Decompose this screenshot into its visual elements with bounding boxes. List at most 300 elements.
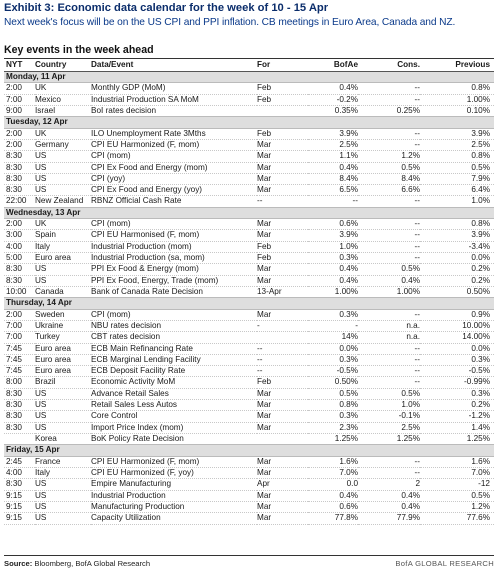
cell-consensus: 8.4% [358, 173, 420, 184]
table-row [4, 173, 494, 184]
cell-consensus: -- [358, 354, 420, 365]
cell-for: Mar [257, 400, 308, 411]
cell-bofae: 14% [308, 332, 358, 343]
source-text: Bloomberg, BofA Global Research [34, 559, 151, 568]
table-row [4, 185, 494, 196]
cell-bofae: 7.0% [308, 467, 358, 478]
cell-time: 7:45 [4, 354, 35, 365]
cell-time: 8:30 [4, 185, 35, 196]
header-row [4, 59, 494, 72]
cell-consensus: 1.0% [358, 400, 420, 411]
cell-consensus: 0.5% [358, 264, 420, 275]
table-row [4, 151, 494, 162]
cell-event: Empire Manufacturing [91, 479, 257, 490]
cell-for: Apr [257, 479, 308, 490]
cell-consensus: -- [358, 196, 420, 207]
cell-event: CPI EU Harmonised (F, mom) [91, 230, 257, 241]
cell-previous: -0.99% [420, 377, 494, 388]
cell-for [257, 332, 308, 343]
cell-time [4, 434, 35, 445]
cell-previous: 2.5% [420, 139, 494, 150]
cell-bofae: 0.6% [308, 501, 358, 512]
cell-consensus: -- [358, 219, 420, 230]
cell-bofae: 1.0% [308, 241, 358, 252]
cell-previous: 14.00% [420, 332, 494, 343]
cell-time: 4:00 [4, 241, 35, 252]
cell-consensus: -- [358, 128, 420, 139]
cell-country: Euro area [35, 343, 91, 354]
cell-previous: 7.9% [420, 173, 494, 184]
exhibit-title: Exhibit 3: Economic data calendar for the week of 10 - 15 Apr [4, 2, 329, 14]
cell-event: Monthly GDP (MoM) [91, 83, 257, 94]
cell-event: Industrial Production [91, 490, 257, 501]
cell-previous: -3.4% [420, 241, 494, 252]
col-header-time: NYT [4, 59, 35, 72]
cell-previous: 0.3% [420, 388, 494, 399]
cell-consensus: -- [358, 83, 420, 94]
table-row [4, 513, 494, 524]
cell-country: Italy [35, 241, 91, 252]
cell-event: Bank of Canada Rate Decision [91, 286, 257, 297]
table-row [4, 400, 494, 411]
cell-for: Feb [257, 241, 308, 252]
cell-event: RBNZ Official Cash Rate [91, 196, 257, 207]
cell-bofae: 0.8% [308, 400, 358, 411]
cell-country: UK [35, 219, 91, 230]
table-row [4, 196, 494, 207]
cell-for: Mar [257, 388, 308, 399]
cell-bofae: 1.1% [308, 151, 358, 162]
cell-time: 7:45 [4, 343, 35, 354]
cell-country: Canada [35, 286, 91, 297]
cell-time: 8:00 [4, 377, 35, 388]
cell-time: 8:30 [4, 173, 35, 184]
cell-event: Import Price Index (mom) [91, 422, 257, 433]
cell-for: -- [257, 354, 308, 365]
cell-previous: 0.2% [420, 275, 494, 286]
table-row [4, 94, 494, 105]
cell-time: 9:15 [4, 501, 35, 512]
cell-previous: -1.2% [420, 411, 494, 422]
col-header-previous: Previous [420, 59, 494, 72]
cell-country: US [35, 264, 91, 275]
cell-consensus: -- [358, 241, 420, 252]
cell-event: BoI rates decision [91, 105, 257, 116]
cell-bofae: -0.2% [308, 94, 358, 105]
cell-country: Euro area [35, 253, 91, 264]
cell-consensus: -- [358, 230, 420, 241]
table-row [4, 139, 494, 150]
cell-bofae: 0.50% [308, 377, 358, 388]
cell-for: -- [257, 196, 308, 207]
cell-consensus: -- [358, 253, 420, 264]
cell-bofae: 0.4% [308, 264, 358, 275]
cell-bofae: 1.00% [308, 286, 358, 297]
cell-time: 2:45 [4, 456, 35, 467]
col-header-event: Data/Event [91, 59, 257, 72]
cell-consensus: 1.25% [358, 434, 420, 445]
cell-previous: 0.5% [420, 490, 494, 501]
cell-time: 8:30 [4, 411, 35, 422]
cell-time: 2:00 [4, 309, 35, 320]
brand-label: BofA GLOBAL RESEARCH [395, 559, 494, 568]
cell-consensus: -- [358, 456, 420, 467]
cell-consensus: n.a. [358, 320, 420, 331]
cell-event: Manufacturing Production [91, 501, 257, 512]
cell-time: 8:30 [4, 151, 35, 162]
cell-for: - [257, 320, 308, 331]
cell-consensus: 2.5% [358, 422, 420, 433]
cell-bofae: 77.8% [308, 513, 358, 524]
cell-for: Mar [257, 275, 308, 286]
cell-for: Feb [257, 253, 308, 264]
day-header-row [4, 72, 494, 83]
cell-for: Feb [257, 94, 308, 105]
cell-bofae: -- [308, 196, 358, 207]
cell-bofae: 0.5% [308, 388, 358, 399]
cell-consensus: -0.1% [358, 411, 420, 422]
cell-time: 2:00 [4, 83, 35, 94]
cell-previous: 0.8% [420, 219, 494, 230]
cell-event: CPI Ex Food and Energy (mom) [91, 162, 257, 173]
cell-consensus: 0.5% [358, 162, 420, 173]
cell-consensus: 77.9% [358, 513, 420, 524]
cell-for: Mar [257, 456, 308, 467]
cell-time: 8:30 [4, 275, 35, 286]
cell-time: 7:00 [4, 320, 35, 331]
cell-country: US [35, 479, 91, 490]
cell-event: CPI EU Harmonized (F, yoy) [91, 467, 257, 478]
table-row [4, 354, 494, 365]
table-row [4, 456, 494, 467]
calendar-table [4, 59, 494, 525]
cell-previous: 0.9% [420, 309, 494, 320]
cell-bofae: 0.3% [308, 354, 358, 365]
cell-bofae: 0.4% [308, 162, 358, 173]
table-row [4, 128, 494, 139]
cell-time: 8:30 [4, 264, 35, 275]
cell-previous: 10.00% [420, 320, 494, 331]
source-label: Source: [4, 559, 33, 568]
cell-consensus: 2 [358, 479, 420, 490]
cell-bofae: 3.9% [308, 128, 358, 139]
cell-time: 5:00 [4, 253, 35, 264]
cell-country: Mexico [35, 94, 91, 105]
cell-consensus: 0.25% [358, 105, 420, 116]
table-row [4, 105, 494, 116]
cell-event: Industrial Production (sa, mom) [91, 253, 257, 264]
cell-bofae: 0.4% [308, 275, 358, 286]
cell-country: Italy [35, 467, 91, 478]
cell-bofae: 6.5% [308, 185, 358, 196]
cell-country: Korea [35, 434, 91, 445]
table-row [4, 309, 494, 320]
cell-event: Industrial Production SA MoM [91, 94, 257, 105]
cell-time: 9:00 [4, 105, 35, 116]
cell-for: Mar [257, 185, 308, 196]
cell-bofae: 1.25% [308, 434, 358, 445]
cell-bofae: 3.9% [308, 230, 358, 241]
cell-time: 9:15 [4, 513, 35, 524]
cell-bofae: 0.6% [308, 219, 358, 230]
cell-bofae: 1.6% [308, 456, 358, 467]
cell-consensus: -- [358, 139, 420, 150]
cell-for [257, 434, 308, 445]
cell-country: US [35, 388, 91, 399]
cell-time: 2:00 [4, 139, 35, 150]
cell-consensus: 1.00% [358, 286, 420, 297]
cell-for: Mar [257, 173, 308, 184]
cell-event: CPI (yoy) [91, 173, 257, 184]
cell-for: Mar [257, 501, 308, 512]
cell-for: Mar [257, 151, 308, 162]
cell-previous: 1.0% [420, 196, 494, 207]
cell-country: US [35, 275, 91, 286]
cell-for: Mar [257, 490, 308, 501]
cell-for: Mar [257, 230, 308, 241]
cell-country: Euro area [35, 366, 91, 377]
cell-for: Feb [257, 128, 308, 139]
section-title: Key events in the week ahead [4, 44, 154, 56]
cell-time: 7:00 [4, 94, 35, 105]
cell-previous: 0.2% [420, 264, 494, 275]
cell-previous: -12 [420, 479, 494, 490]
cell-event: CPI EU Harmonized (F, mom) [91, 139, 257, 150]
cell-time: 2:00 [4, 128, 35, 139]
cell-for: Mar [257, 162, 308, 173]
cell-time: 10:00 [4, 286, 35, 297]
cell-country: US [35, 151, 91, 162]
cell-country: Brazil [35, 377, 91, 388]
cell-bofae: 2.5% [308, 139, 358, 150]
table-row [4, 388, 494, 399]
cell-for: Mar [257, 422, 308, 433]
cell-country: Spain [35, 230, 91, 241]
cell-previous: 6.4% [420, 185, 494, 196]
col-header-country: Country [35, 59, 91, 72]
cell-for: Mar [257, 513, 308, 524]
cell-for: Feb [257, 377, 308, 388]
cell-previous: 0.10% [420, 105, 494, 116]
cell-time: 9:15 [4, 490, 35, 501]
cell-previous: 0.3% [420, 354, 494, 365]
col-header-for: For [257, 59, 308, 72]
cell-consensus: 0.5% [358, 388, 420, 399]
cell-previous: 0.50% [420, 286, 494, 297]
cell-event: PPI Ex Food & Energy (mom) [91, 264, 257, 275]
cell-consensus: -- [358, 309, 420, 320]
cell-country: Germany [35, 139, 91, 150]
cell-bofae: 8.4% [308, 173, 358, 184]
cell-previous: -0.5% [420, 366, 494, 377]
day-header-row [4, 298, 494, 309]
cell-previous: 1.00% [420, 94, 494, 105]
cell-time: 8:30 [4, 400, 35, 411]
cell-event: CPI (mom) [91, 151, 257, 162]
cell-for: Feb [257, 83, 308, 94]
day-label: Thursday, 14 Apr [4, 298, 494, 309]
cell-bofae: 0.3% [308, 309, 358, 320]
table-row [4, 422, 494, 433]
cell-event: ECB Marginal Lending Facility [91, 354, 257, 365]
cell-time: 4:00 [4, 467, 35, 478]
cell-consensus: -- [358, 377, 420, 388]
cell-for: Mar [257, 139, 308, 150]
cell-consensus: 6.6% [358, 185, 420, 196]
cell-event: Core Control [91, 411, 257, 422]
cell-country: UK [35, 128, 91, 139]
cell-country: US [35, 162, 91, 173]
cell-time: 8:30 [4, 162, 35, 173]
cell-event: CPI (mom) [91, 309, 257, 320]
cell-consensus: -- [358, 467, 420, 478]
table-row [4, 490, 494, 501]
cell-previous: 0.8% [420, 151, 494, 162]
table-row [4, 286, 494, 297]
cell-for [257, 105, 308, 116]
col-header-bofae: BofAe [308, 59, 358, 72]
table-row [4, 366, 494, 377]
cell-consensus: -- [358, 94, 420, 105]
cell-event: CBT rates decision [91, 332, 257, 343]
cell-country: Turkey [35, 332, 91, 343]
cell-previous: 77.6% [420, 513, 494, 524]
cell-event: PPI Ex Food, Energy, Trade (mom) [91, 275, 257, 286]
cell-event: BoK Policy Rate Decision [91, 434, 257, 445]
cell-country: UK [35, 83, 91, 94]
cell-country: US [35, 490, 91, 501]
cell-time: 8:30 [4, 388, 35, 399]
day-label: Monday, 11 Apr [4, 72, 494, 83]
cell-event: NBU rates decision [91, 320, 257, 331]
cell-country: US [35, 422, 91, 433]
cell-event: ECB Deposit Facility Rate [91, 366, 257, 377]
cell-consensus: n.a. [358, 332, 420, 343]
cell-for: Mar [257, 411, 308, 422]
cell-time: 8:30 [4, 422, 35, 433]
cell-country: Israel [35, 105, 91, 116]
cell-consensus: -- [358, 343, 420, 354]
day-label: Friday, 15 Apr [4, 445, 494, 456]
cell-event: CPI (mom) [91, 219, 257, 230]
cell-previous: 1.25% [420, 434, 494, 445]
table-row [4, 162, 494, 173]
cell-event: Capacity Utilization [91, 513, 257, 524]
cell-country: New Zealand [35, 196, 91, 207]
cell-previous: 1.4% [420, 422, 494, 433]
cell-bofae: 0.0% [308, 343, 358, 354]
cell-event: CPI Ex Food and Energy (yoy) [91, 185, 257, 196]
day-header-row [4, 207, 494, 218]
source-note [4, 559, 150, 568]
cell-previous: 3.9% [420, 230, 494, 241]
col-header-consensus: Cons. [358, 59, 420, 72]
cell-for: -- [257, 366, 308, 377]
cell-for: Mar [257, 309, 308, 320]
table-row [4, 377, 494, 388]
table-row [4, 434, 494, 445]
cell-time: 8:30 [4, 479, 35, 490]
cell-time: 2:00 [4, 219, 35, 230]
table-row [4, 264, 494, 275]
cell-previous: 1.6% [420, 456, 494, 467]
cell-for: Mar [257, 264, 308, 275]
cell-country: Sweden [35, 309, 91, 320]
day-label: Wednesday, 13 Apr [4, 207, 494, 218]
cell-for: -- [257, 343, 308, 354]
cell-event: ECB Main Refinancing Rate [91, 343, 257, 354]
cell-bofae: 0.35% [308, 105, 358, 116]
cell-time: 7:45 [4, 366, 35, 377]
cell-bofae: 0.0 [308, 479, 358, 490]
cell-bofae: 0.3% [308, 253, 358, 264]
cell-country: US [35, 513, 91, 524]
cell-bofae: 2.3% [308, 422, 358, 433]
cell-time: 3:00 [4, 230, 35, 241]
cell-event: CPI EU Harmonized (F, mom) [91, 456, 257, 467]
cell-previous: 3.9% [420, 128, 494, 139]
cell-country: US [35, 501, 91, 512]
exhibit-subtitle: Next week's focus will be on the US CPI and PPI inflation. CB meetings in Euro Area, Canada and NZ. [4, 17, 456, 28]
table-row [4, 230, 494, 241]
cell-for: Mar [257, 467, 308, 478]
cell-previous: 0.8% [420, 83, 494, 94]
bottom-rule [4, 555, 494, 556]
cell-country: US [35, 173, 91, 184]
cell-bofae: 0.4% [308, 83, 358, 94]
cell-time: 7:00 [4, 332, 35, 343]
day-label: Tuesday, 12 Apr [4, 117, 494, 128]
cell-bofae: -0.5% [308, 366, 358, 377]
cell-previous: 7.0% [420, 467, 494, 478]
cell-previous: 0.5% [420, 162, 494, 173]
cell-event: Advance Retail Sales [91, 388, 257, 399]
table-row [4, 501, 494, 512]
cell-for: Mar [257, 219, 308, 230]
cell-previous: 0.0% [420, 253, 494, 264]
table-row [4, 479, 494, 490]
cell-consensus: 0.4% [358, 490, 420, 501]
cell-country: US [35, 411, 91, 422]
cell-country: Ukraine [35, 320, 91, 331]
table-row [4, 411, 494, 422]
cell-previous: 1.2% [420, 501, 494, 512]
cell-for: 13-Apr [257, 286, 308, 297]
cell-country: Euro area [35, 354, 91, 365]
cell-country: France [35, 456, 91, 467]
cell-consensus: 0.4% [358, 501, 420, 512]
day-header-row [4, 445, 494, 456]
cell-previous: 0.0% [420, 343, 494, 354]
table-row [4, 467, 494, 478]
cell-country: US [35, 185, 91, 196]
day-header-row [4, 117, 494, 128]
table-row [4, 219, 494, 230]
table-row [4, 332, 494, 343]
calendar-body [4, 72, 494, 525]
table-row [4, 253, 494, 264]
cell-event: Industrial Production (mom) [91, 241, 257, 252]
cell-time: 22:00 [4, 196, 35, 207]
cell-event: ILO Unemployment Rate 3Mths [91, 128, 257, 139]
cell-bofae: - [308, 320, 358, 331]
cell-event: Economic Activity MoM [91, 377, 257, 388]
cell-country: US [35, 400, 91, 411]
cell-bofae: 0.4% [308, 490, 358, 501]
cell-consensus: 0.4% [358, 275, 420, 286]
table-row [4, 241, 494, 252]
table-row [4, 275, 494, 286]
